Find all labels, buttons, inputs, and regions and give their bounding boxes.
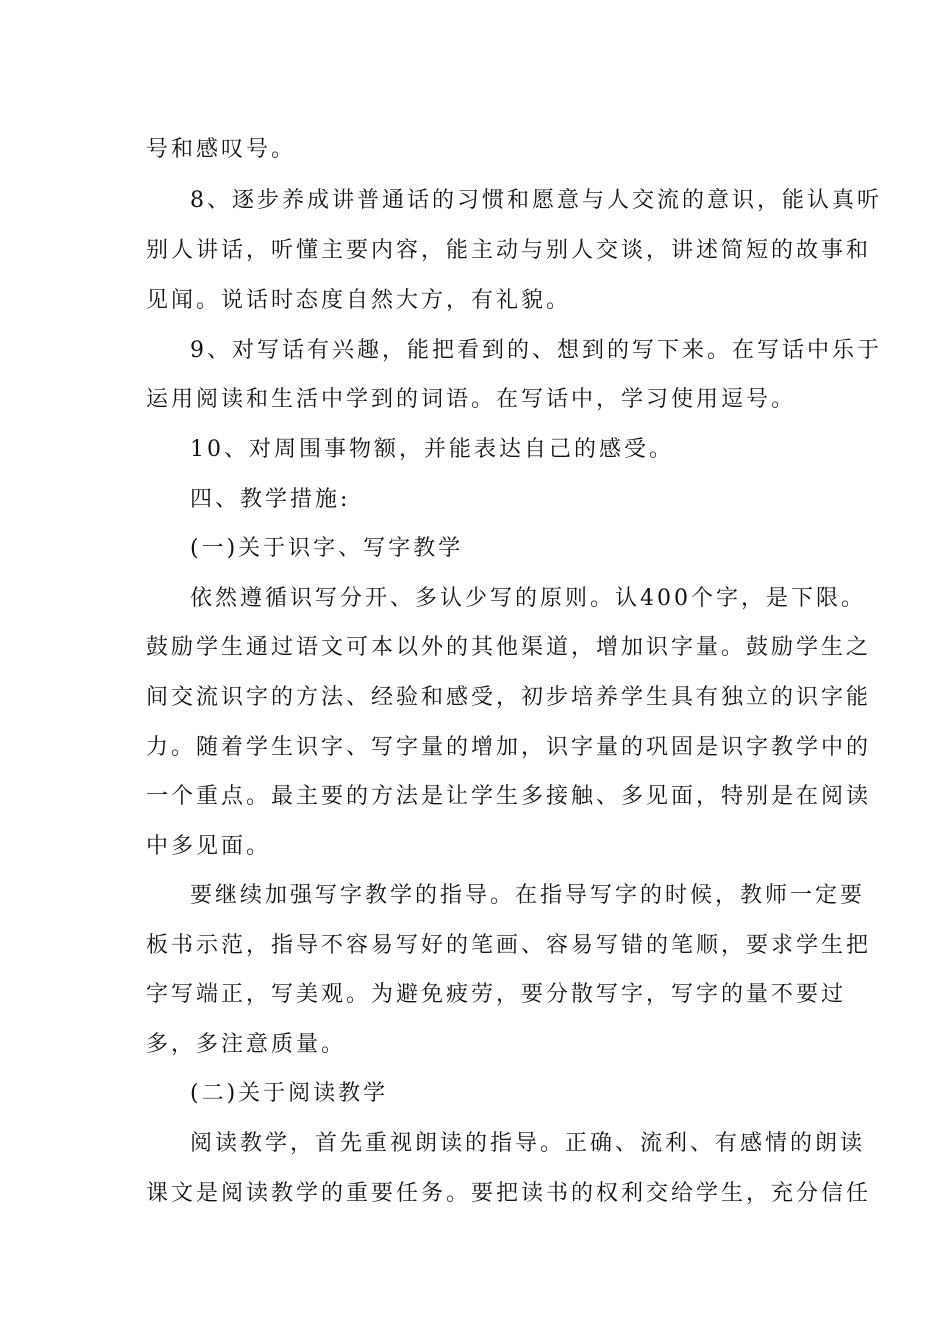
text-line: 间交流识字的方法、经验和感受，初步培养学生具有独立的识字能 <box>146 685 872 710</box>
text-line: 运用阅读和生活中学到的词语。在写话中，学习使用逗号。 <box>146 387 797 412</box>
text-line: 中多见面。 <box>146 834 272 859</box>
text-line: 课文是阅读教学的重要任务。要把读书的权利交给学生，充分信任 <box>146 1181 872 1206</box>
text-line: 9、对写话有兴趣，能把看到的、想到的写下来。在写话中乐于 <box>190 338 882 363</box>
text-line: 见闻。说话时态度自然大方，有礼貌。 <box>146 288 572 313</box>
text-line: 一个重点。最主要的方法是让学生多接触、多见面，特别是在阅读 <box>146 784 872 809</box>
text-line: 依然遵循识写分开、多认少写的原则。认400个字，是下限。 <box>190 586 866 611</box>
section-heading: 四、教学措施: <box>190 487 351 512</box>
text-line: 力。随着学生识字、写字量的增加，识字量的巩固是识字教学中的 <box>146 735 872 760</box>
text-line: 板书示范，指导不容易写好的笔画、容易写错的笔顺，要求学生把 <box>146 933 872 958</box>
text-line: 阅读教学，首先重视朗读的指导。正确、流利、有感情的朗读 <box>190 1131 866 1156</box>
subsection-heading: (二)关于阅读教学 <box>190 1081 389 1106</box>
text-line: 多，多注意质量。 <box>146 1032 347 1057</box>
subsection-heading: (一)关于识字、写字教学 <box>190 536 464 561</box>
text-line: 号和感叹号。 <box>146 137 297 162</box>
text-line: 要继续加强写字教学的指导。在指导写字的时候，教师一定要 <box>190 883 866 908</box>
text-line: 8、逐步养成讲普通话的习惯和愿意与人交流的意识，能认真听 <box>190 188 882 213</box>
text-line: 鼓励学生通过语文可本以外的其他渠道，增加识字量。鼓励学生之 <box>146 635 872 660</box>
text-line: 字写端正，写美观。为避免疲劳，要分散写字，写字的量不要过 <box>146 982 847 1007</box>
text-line: 10、对周围事物额，并能表达自己的感受。 <box>190 437 674 462</box>
text-line: 别人讲话，听懂主要内容，能主动与别人交谈，讲述简短的故事和 <box>146 238 872 263</box>
